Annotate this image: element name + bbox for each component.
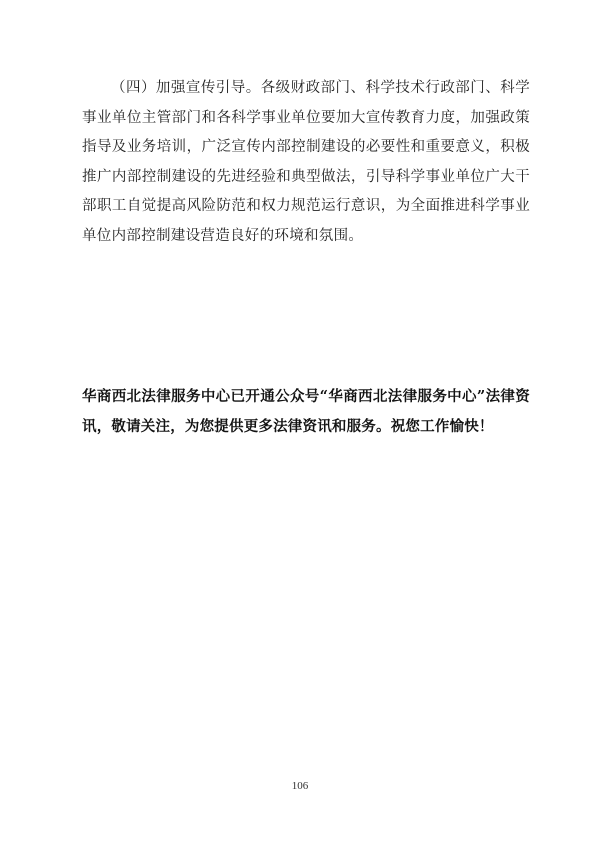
- service-notice-paragraph: 华商西北法律服务中心已开通公众号“华商西北法律服务中心”法律资讯，敬请关注，为您提供更多法律资讯和服务。祝您工作愉快！: [82, 388, 530, 435]
- page-number: 106: [291, 780, 309, 792]
- section-four-paragraph: （四）加强宣传引导。各级财政部门、科学技术行政部门、科学事业单位主管部门和各科学事业单位要加大宣传教育力度，加强政策指导及业务培训，广泛宣传内部控制建设的必要性和重要意义，积极推广内部控制建设的先进经验和典型做法，引导科学事业单位广大干部职工自觉提高风险防范和权力规范运行意识，为全面推进科学事业单位内部控制建设营造良好的环境和氛围。: [82, 80, 530, 244]
